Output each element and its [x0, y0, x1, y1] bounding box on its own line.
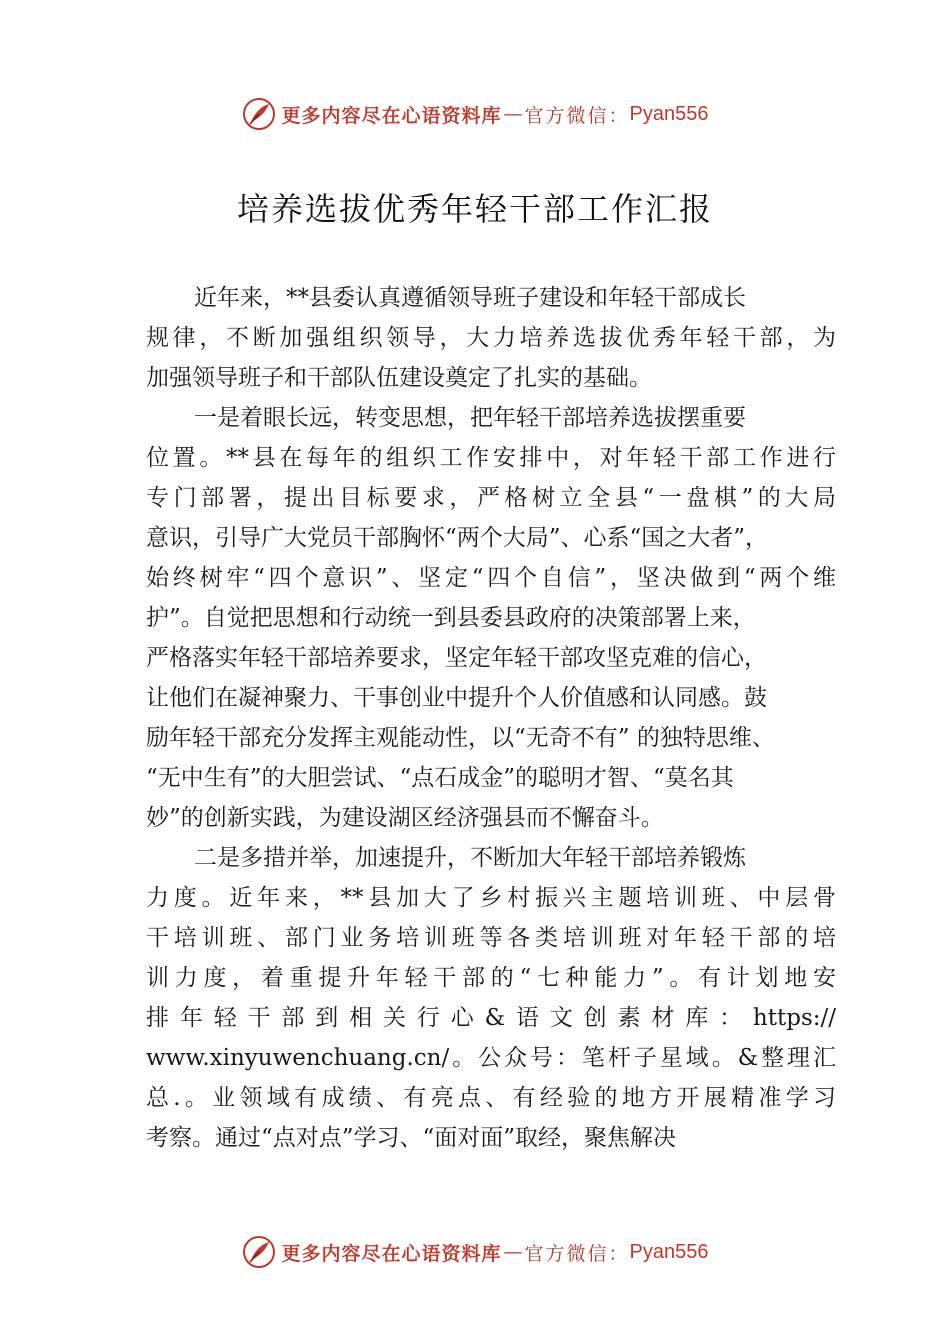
text-line: 加强领导班子和干部队伍建设奠定了扎实的基础。 — [146, 365, 652, 391]
banner-dash: — — [503, 103, 523, 125]
document-body — [146, 278, 836, 1158]
text-line: 规律，不断加强组织领导，大力培养选拔优秀年轻干部，为 — [146, 325, 836, 351]
text-line: 干培训班、部门业务培训班等各类培训班对年轻干部的培 — [146, 925, 836, 951]
text-line: 严格落实年轻干部培养要求，坚定年轻干部攻坚克难的信心， — [146, 645, 767, 671]
text-line: 让他们在凝神聚力、干事创业中提升个人价值感和认同感。鼓 — [146, 685, 767, 711]
text-line: www.xinyuwenchuang.cn/。公众号：笔杆子星域。&整理汇 — [146, 1045, 836, 1071]
feather-logo-icon — [242, 97, 276, 131]
banner-wechat-label: 官方微信： — [524, 104, 630, 127]
footer-watermark-banner — [0, 1232, 950, 1272]
text-line: 总.。业领域有成绩、有亮点、有经验的地方开展精准学习 — [146, 1085, 836, 1111]
text-line: 近年来，**县委认真遵循领导班子建设和年轻干部成长 — [194, 285, 746, 311]
feather-logo-icon — [242, 1235, 276, 1269]
banner-text: 更多内容尽在心语资料库 — [281, 1242, 502, 1265]
header-watermark-banner — [0, 94, 950, 134]
text-line: 专门部署，提出目标要求，严格树立全县“一盘棋”的大局 — [146, 485, 836, 511]
text-line: 排年轻干部到相关行心&语文创素材库：https:// — [146, 1005, 836, 1031]
banner-wechat-id: Pyan556 — [629, 102, 709, 125]
text-line: 始终树牢“四个意识”、坚定“四个自信”，坚决做到“两个维 — [146, 565, 836, 591]
text-line: 一是着眼长远，转变思想，把年轻干部培养选拔摆重要 — [194, 405, 746, 431]
text-line: 护”。自觉把思想和行动统一到县委县政府的决策部署上来， — [146, 605, 756, 631]
text-line: “无中生有”的大胆尝试、“点石成金”的聪明才智、“莫名其 — [146, 765, 734, 791]
text-line: 二是多措并举，加速提升，不断加大年轻干部培养锻炼 — [194, 845, 746, 871]
text-line: 励年轻干部充分发挥主观能动性，以“无奇不有” 的独特思维、 — [146, 725, 775, 751]
text-line: 力度。近年来，**县加大了乡村振兴主题培训班、中层骨 — [146, 885, 836, 911]
banner-wechat-label: 官方微信： — [524, 1242, 630, 1265]
text-line: 训力度，着重提升年轻干部的“七种能力”。有计划地安 — [146, 965, 836, 991]
banner-dash: — — [503, 1241, 523, 1263]
text-line: 考察。通过“点对点”学习、“面对面”取经，聚焦解决 — [146, 1125, 677, 1151]
page-title: 培养选拔优秀年轻干部工作汇报 — [236, 190, 713, 228]
banner-text: 更多内容尽在心语资料库 — [281, 104, 502, 127]
text-line: 位置。**县在每年的组织工作安排中，对年轻干部工作进行 — [146, 445, 836, 471]
banner-wechat-id: Pyan556 — [629, 1240, 709, 1263]
text-line: 妙”的创新实践，为建设湖区经济强县而不懈奋斗。 — [146, 805, 664, 831]
text-line: 意识，引导广大党员干部胸怀“两个大局”、心系“国之大者”， — [146, 525, 769, 551]
